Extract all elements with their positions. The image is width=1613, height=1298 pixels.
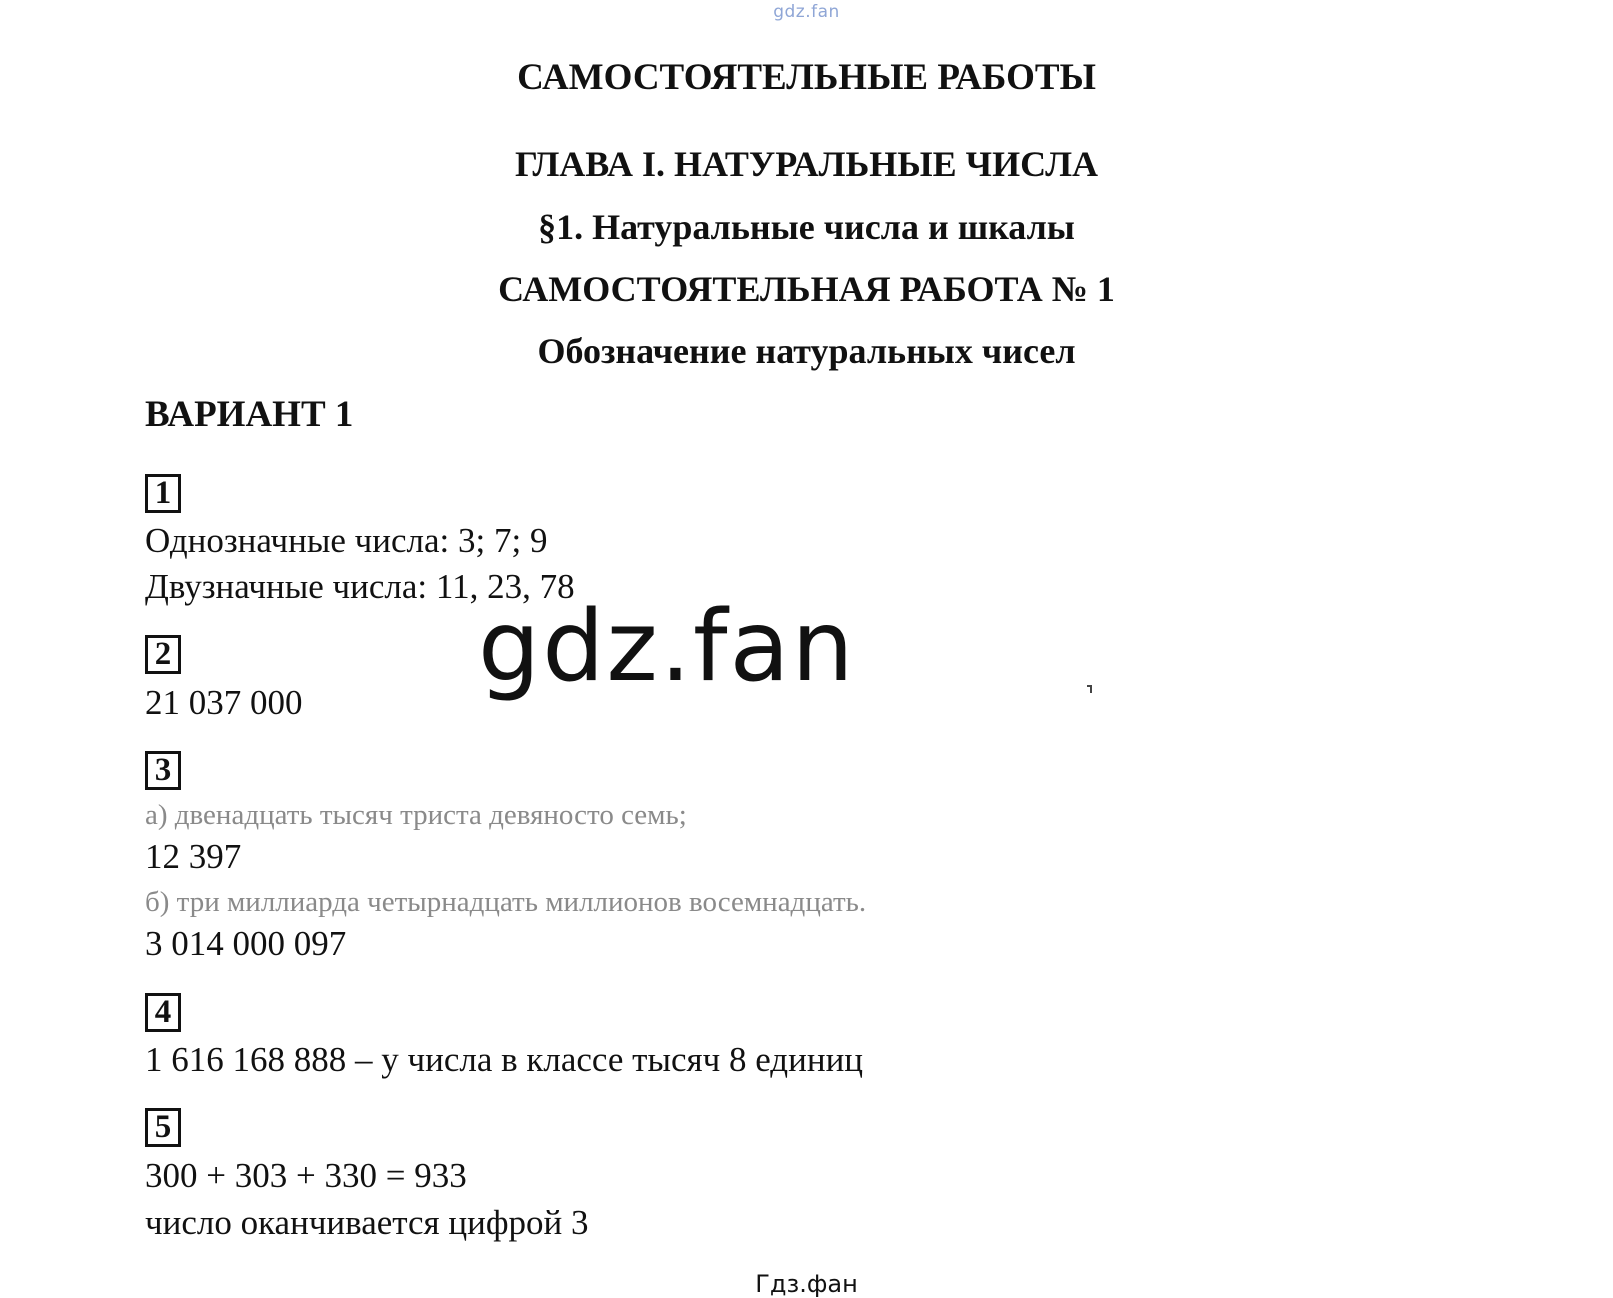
task-answer-line: Двузначные числа: 11, 23, 78 <box>145 567 575 606</box>
work-title: САМОСТОЯТЕЛЬНАЯ РАБОТА № 1 <box>498 269 1115 309</box>
work-subtitle: Обозначение натуральных чисел <box>537 331 1076 371</box>
task-number-box: 3 <box>145 751 181 790</box>
task-answer-line: число оканчивается цифрой 3 <box>145 1203 589 1242</box>
main-watermark: gdz.fan <box>478 590 856 704</box>
task-prompt-b: б) три миллиарда четырнадцать миллионов восемнадцать. <box>145 886 867 918</box>
task-number-box: 5 <box>145 1108 181 1147</box>
task-number-box: 4 <box>145 993 181 1032</box>
task-answer-a: 12 397 <box>145 837 242 876</box>
section-heading: §1. Натуральные числа и шкалы <box>538 207 1075 247</box>
variant-heading: ВАРИАНТ 1 <box>145 394 354 435</box>
bottom-watermark: Гдз.фан <box>755 1270 858 1298</box>
task-answer-line: 21 037 000 <box>145 683 303 722</box>
chapter-heading: ГЛАВА I. НАТУРАЛЬНЫЕ ЧИСЛА <box>514 144 1099 184</box>
scan-artifact-mark <box>1087 685 1092 693</box>
page-title: САМОСТОЯТЕЛЬНЫЕ РАБОТЫ <box>517 57 1096 98</box>
top-watermark: gdz.fan <box>773 2 840 22</box>
task-answer-line: 1 616 168 888 – у числа в классе тысяч 8 единиц <box>145 1040 864 1079</box>
task-number-box: 2 <box>145 635 181 674</box>
task-number-box: 1 <box>145 474 181 513</box>
task-answer-line: Однозначные числа: 3; 7; 9 <box>145 521 548 560</box>
task-prompt-a: а) двенадцать тысяч триста девяносто семь; <box>145 799 687 831</box>
task-answer-line: 300 + 303 + 330 = 933 <box>145 1156 467 1195</box>
task-answer-b: 3 014 000 097 <box>145 924 347 963</box>
